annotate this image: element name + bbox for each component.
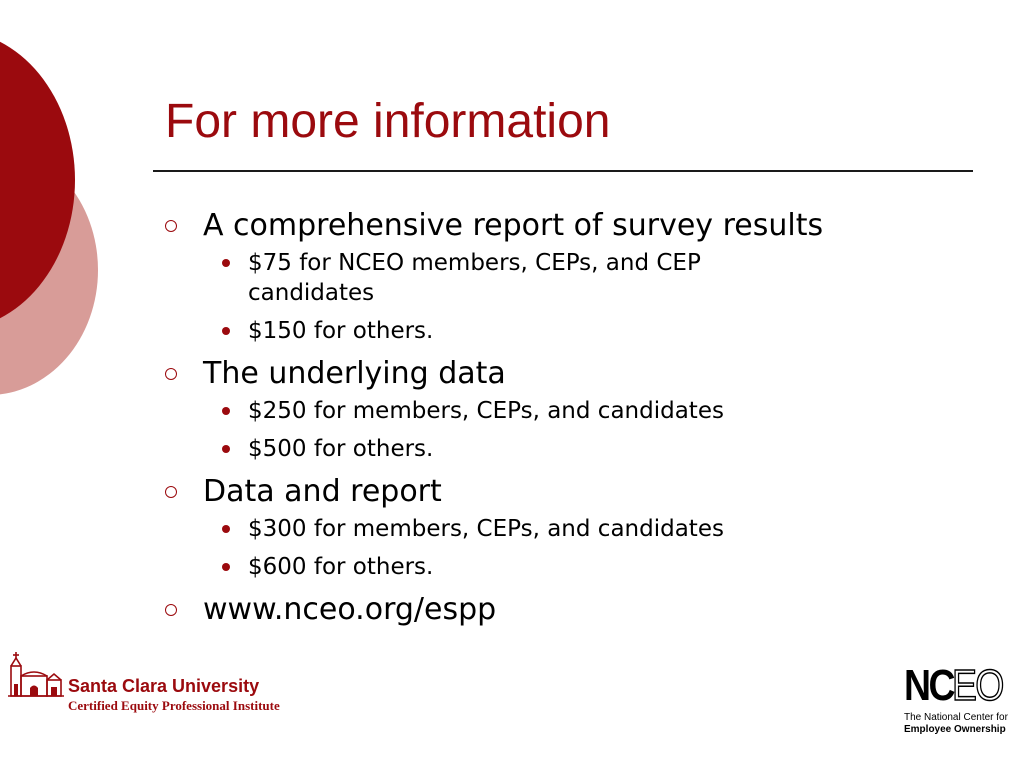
hollow-circle-icon (165, 220, 177, 232)
sub-bullet-text: $600 for others. (248, 554, 434, 580)
slide-title: For more information (165, 95, 611, 148)
hollow-circle-icon (165, 368, 177, 380)
sub-bullet-list (203, 514, 985, 582)
hollow-circle-icon (165, 486, 177, 498)
nceo-bold-letters: NC (904, 661, 953, 710)
filled-circle-icon (222, 407, 230, 415)
sub-bullet-item (203, 552, 985, 582)
filled-circle-icon (222, 525, 230, 533)
sub-bullet-item (203, 396, 985, 426)
sub-bullet-text: $300 for members, CEPs, and candidates (248, 516, 724, 542)
santa-clara-university-logo (8, 652, 328, 717)
filled-circle-icon (222, 259, 230, 267)
nceo-wordmark (904, 661, 1014, 710)
bullet-text: www.nceo.org/espp (203, 592, 497, 627)
sub-bullet-item (203, 316, 985, 346)
bullet-item (165, 472, 985, 582)
nceo-logo (904, 661, 1014, 739)
sub-bullet-list (203, 396, 985, 464)
bullet-item (165, 590, 985, 630)
scu-subtitle: Certified Equity Professional Institute (68, 698, 280, 713)
mission-church-icon (8, 652, 64, 698)
sub-bullet-item (203, 248, 985, 308)
scu-name: Santa Clara University (68, 676, 260, 696)
sub-bullet-list (203, 248, 985, 346)
nceo-outline-letters: EO (951, 661, 1003, 710)
nceo-tagline-1: The National Center for (904, 712, 1008, 723)
bullet-text: Data and report (203, 474, 442, 509)
sub-bullet-item (203, 434, 985, 464)
filled-circle-icon (222, 445, 230, 453)
bullet-list (165, 206, 985, 630)
bullet-item (165, 354, 985, 464)
bullet-item (165, 206, 985, 346)
bullet-text: The underlying data (203, 356, 506, 391)
sub-bullet-text: $150 for others. (248, 318, 434, 344)
hollow-circle-icon (165, 604, 177, 616)
filled-circle-icon (222, 327, 230, 335)
filled-circle-icon (222, 563, 230, 571)
bullet-text: A comprehensive report of survey results (203, 208, 824, 243)
title-divider (153, 170, 973, 172)
sub-bullet-text: $500 for others. (248, 436, 434, 462)
nceo-tagline-2: Employee Ownership (904, 724, 1006, 735)
sub-bullet-text: $250 for members, CEPs, and candidates (248, 398, 724, 424)
sub-bullet-text: $75 for NCEO members, CEPs, and CEP candidates (248, 250, 701, 306)
sub-bullet-item (203, 514, 985, 544)
